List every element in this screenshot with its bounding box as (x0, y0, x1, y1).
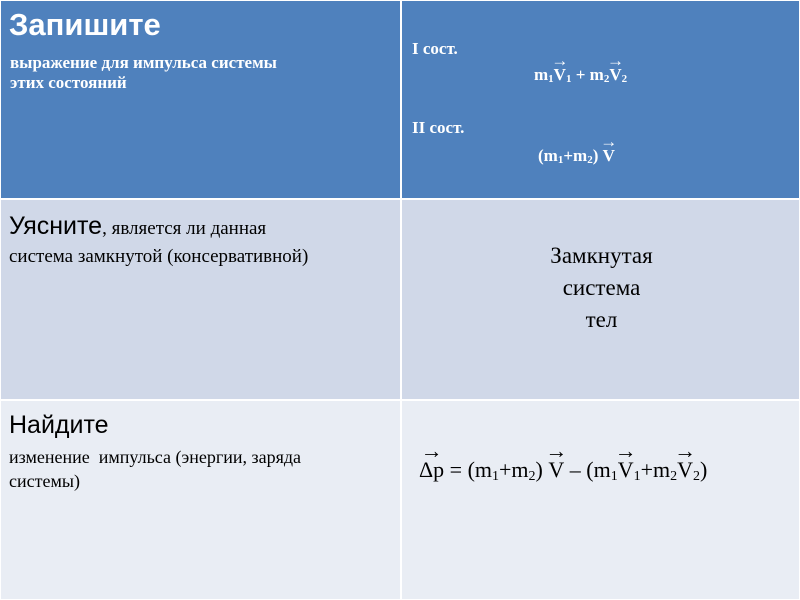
vector-v1-initial: → V (618, 457, 634, 483)
description-line-2: этих состояний (10, 73, 127, 92)
cell-closed-system (401, 199, 800, 400)
vector-v-final: → V (548, 457, 564, 483)
answer-line-3: тел (585, 307, 618, 332)
cell-write-heading (0, 0, 401, 199)
vector-v2: → V (609, 65, 621, 85)
cell-momentum-states (401, 0, 800, 199)
vector-v1: → V (554, 65, 566, 85)
cell-find (0, 400, 401, 600)
heading-uyasnite: Уясните (9, 212, 103, 240)
vector-delta-p: → Δp (419, 457, 444, 483)
clarify-line-2: система замкнутой (консервативной) (9, 246, 309, 267)
heading-naydite: Найдите (9, 411, 109, 439)
heading-zapishite: Запишите (9, 7, 161, 42)
find-description (9, 445, 301, 493)
find-line-2: системы) (9, 471, 80, 491)
state-2-label: II сост. (412, 118, 465, 137)
clarify-line-1 (9, 212, 266, 241)
clarify-question-start: , является ли данная (102, 218, 267, 239)
description-line-1: выражение для импульса системы (10, 53, 277, 72)
vector-v2-initial: → V (677, 457, 693, 483)
cell-momentum-change (401, 400, 800, 600)
vector-v: → V (603, 146, 615, 166)
formula-momentum-change: → $\Delta p = (m_1+m_2) \to V - (m_1\to V_1+m_2\to V_2)$ (419, 457, 707, 483)
find-line-1: изменение импульса (энергии, заряда (9, 447, 302, 467)
heading-zapishite-description (10, 53, 277, 93)
answer-line-1: Замкнутая (550, 243, 653, 268)
state-1-label: I сост. (412, 39, 458, 58)
cell-clarify (0, 199, 401, 400)
formula-state-1: $m_1\to V_1 + m_2\to V_2$ (534, 65, 627, 85)
formula-state-2: $(m_1+m_2) \to V$ (538, 146, 615, 166)
answer-line-2: система (562, 275, 641, 300)
